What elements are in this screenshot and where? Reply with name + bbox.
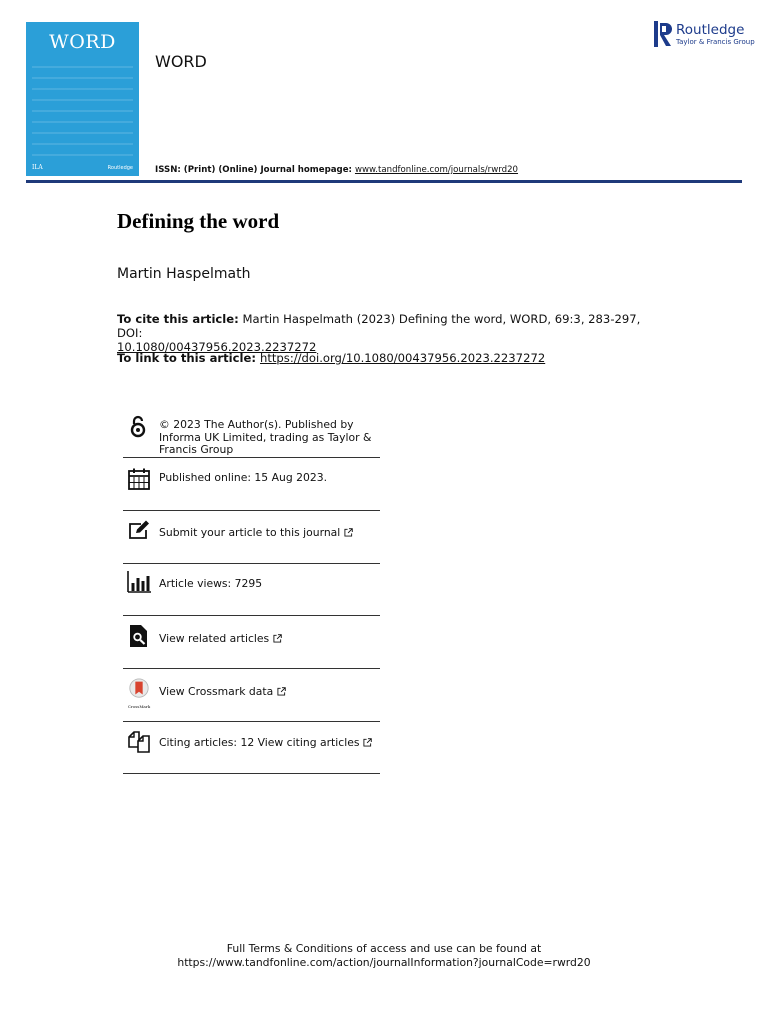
views-row — [123, 564, 380, 616]
license-text: © 2023 The Author(s). Published by Informa UK Limited, trading as Taylor & Francis Group — [159, 418, 372, 456]
crossmark-row[interactable] — [123, 669, 380, 722]
crossmark-label: CrossMark — [127, 704, 151, 709]
article-link — [117, 351, 545, 365]
terms-url-link[interactable]: https://www.tandfonline.com/action/journalInformation?journalCode=rwrd20 — [177, 956, 591, 969]
submit-article-link[interactable] — [159, 527, 353, 540]
article-doi-link[interactable]: https://doi.org/10.1080/00437956.2023.2237272 — [259, 351, 546, 365]
citation — [117, 312, 657, 354]
header-divider — [26, 180, 742, 183]
journal-name: WORD — [155, 52, 207, 71]
related-articles-link[interactable] — [159, 633, 282, 646]
issn-line — [155, 165, 518, 175]
publisher-group: Taylor & Francis Group — [676, 38, 755, 46]
external-link-icon — [277, 687, 286, 696]
external-link-icon — [273, 634, 282, 643]
submit-row[interactable] — [123, 511, 380, 564]
journal-cover-image — [26, 22, 139, 176]
calendar-icon — [127, 467, 151, 491]
document-search-icon — [127, 624, 151, 648]
cover-word-cloud — [32, 66, 133, 158]
cite-label: To cite this article: — [117, 312, 239, 326]
terms-line: Full Terms & Conditions of access and use can be found at — [226, 942, 542, 955]
related-row[interactable] — [123, 616, 380, 669]
crossmark-text: View Crossmark data — [159, 685, 274, 698]
open-access-icon — [127, 414, 151, 438]
bar-chart-icon — [127, 570, 151, 594]
cover-title: WORD — [49, 31, 116, 53]
published-date: Published online: 15 Aug 2023. — [159, 471, 328, 484]
submit-article-text: Submit your article to this journal — [159, 526, 341, 539]
license-row — [123, 410, 380, 458]
citing-articles-link[interactable] — [159, 737, 372, 750]
terms-footer — [0, 942, 768, 970]
publisher-name: Routledge — [676, 22, 745, 38]
issn-text: ISSN: (Print) (Online) Journal homepage: — [155, 165, 355, 175]
cite-doi-link[interactable]: 10.1080/00437956.2023.2237272 — [117, 340, 317, 354]
external-link-icon — [344, 528, 353, 537]
citing-row[interactable] — [123, 722, 380, 774]
published-row — [123, 458, 380, 511]
citing-articles-text: Citing articles: 12 View citing articles — [159, 736, 360, 749]
edit-icon — [127, 519, 151, 543]
article-author: Martin Haspelmath — [117, 266, 251, 282]
link-label: To link to this article: — [117, 351, 256, 365]
article-title: Defining the word — [117, 209, 280, 233]
routledge-r-icon — [654, 21, 672, 47]
cover-badge: ILA — [32, 164, 43, 171]
cover-publisher: Routledge — [107, 165, 133, 171]
cite-text: Martin Haspelmath (2023) Defining the word, WORD, 69:3, 283-297, DOI: — [117, 312, 641, 340]
external-link-icon — [363, 738, 372, 747]
related-articles-text: View related articles — [159, 632, 270, 645]
article-views: Article views: 7295 — [159, 577, 263, 590]
citing-icon — [127, 730, 151, 754]
crossmark-link[interactable] — [159, 686, 286, 699]
crossmark-icon — [127, 678, 151, 709]
crossmark-badge-icon — [127, 678, 151, 700]
journal-homepage-link[interactable]: www.tandfonline.com/journals/rwrd20 — [354, 165, 519, 175]
